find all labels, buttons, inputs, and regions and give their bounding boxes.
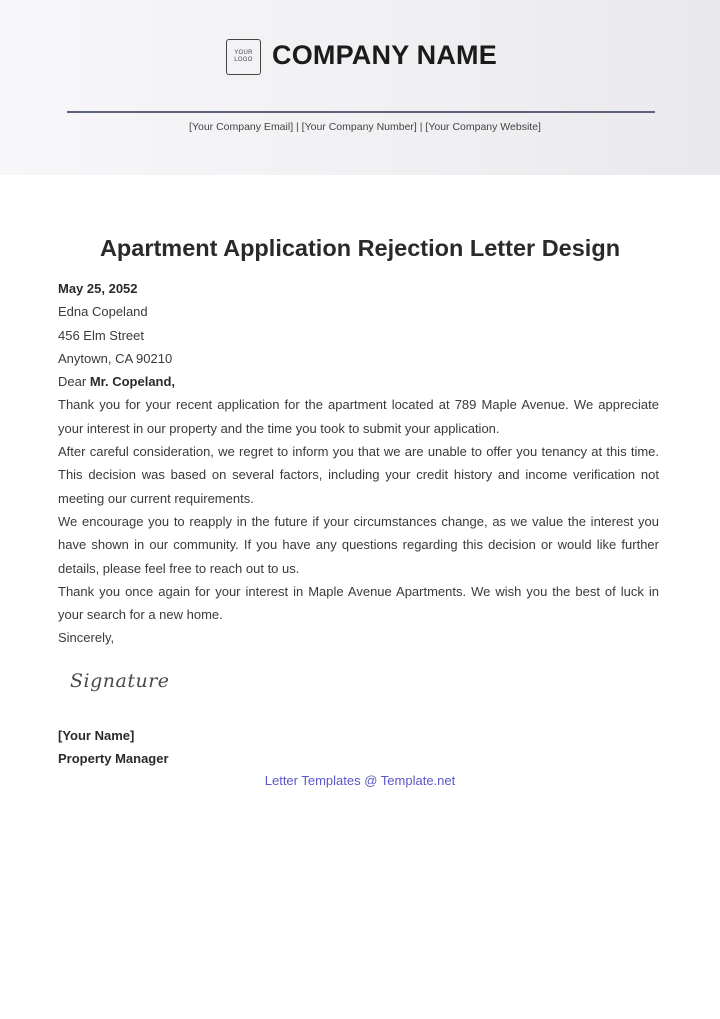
paragraph-3: We encourage you to reapply in the future if your circumstances change, as we value the interest you have shown in our community. If you have any questions regarding this decision or would like further details, please feel free to reach out to us. xyxy=(58,513,659,576)
closing: Sincerely, xyxy=(58,630,115,646)
letter-date: May 25, 2052 xyxy=(58,281,138,296)
letterhead xyxy=(0,0,720,175)
letter-body xyxy=(58,277,659,650)
logo-text-line2: LOGO xyxy=(234,57,253,63)
paragraph-1: Thank you for your recent application for the apartment located at 789 Maple Avenue. We appreciate your interest in our property and the time you took to submit your application. xyxy=(58,397,659,436)
letter-title: Apartment Application Rejection Letter Design xyxy=(99,235,621,261)
signature-block xyxy=(58,724,169,771)
company-name: COMPANY NAME xyxy=(272,40,497,70)
handwritten-signature: Signature xyxy=(70,670,170,692)
signer-name: [Your Name] xyxy=(58,728,135,743)
recipient-city: Anytown, CA 90210 xyxy=(58,350,173,366)
recipient-name: Edna Copeland xyxy=(58,304,148,320)
header-divider xyxy=(67,111,655,113)
company-logo-placeholder xyxy=(226,39,261,75)
logo-text-line1: YOUR xyxy=(234,50,253,56)
paragraph-4: Thank you once again for your interest in Maple Avenue Apartments. We wish you the best of luck in your search for a new home. xyxy=(58,583,659,623)
signer-title: Property Manager xyxy=(58,751,169,767)
salutation xyxy=(58,370,659,393)
recipient-street: 456 Elm Street xyxy=(58,327,144,343)
salutation-prefix: Dear xyxy=(58,374,87,390)
company-contacts: [Your Company Email] | [Your Company Number] | [Your Company Website] xyxy=(189,121,541,133)
template-credit-link[interactable]: Letter Templates @ Template.net xyxy=(264,773,456,788)
salutation-name: Mr. Copeland, xyxy=(89,374,176,390)
paragraph-2: After careful consideration, we regret to inform you that we are unable to offer you tenancy at this time. This decision was based on several factors, including your credit history and income verification not meeting our current requirements. xyxy=(58,444,659,506)
